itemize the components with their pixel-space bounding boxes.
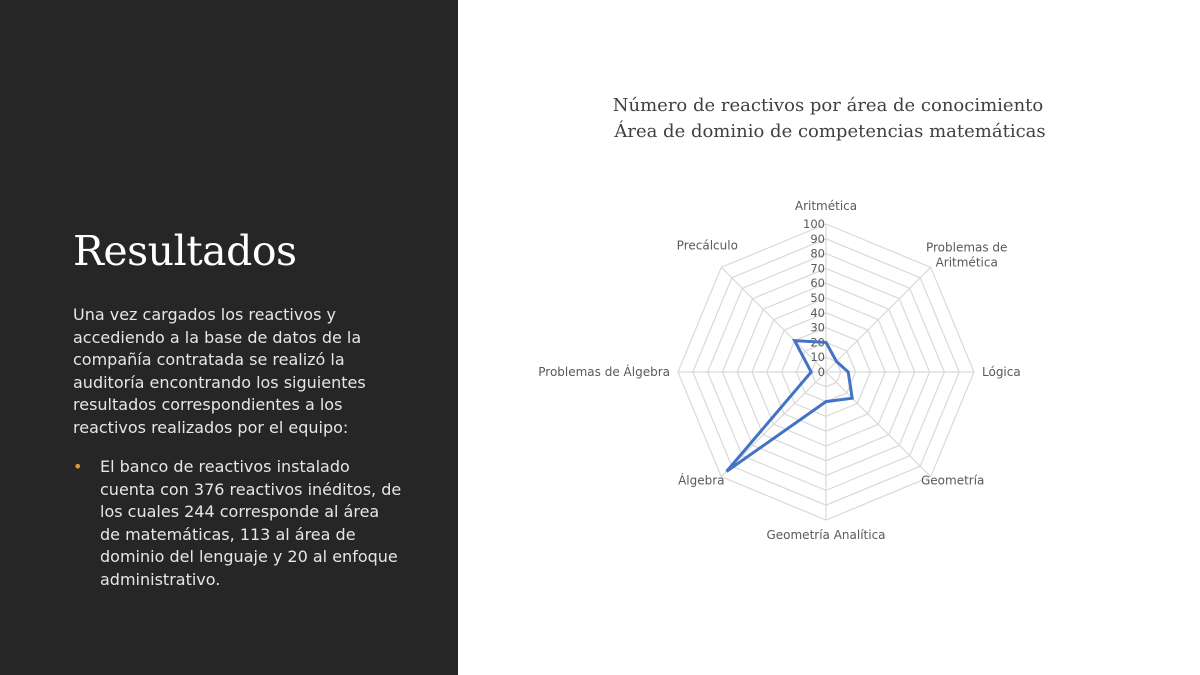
radar-tick-labels	[803, 217, 825, 379]
tick-label: 90	[810, 231, 825, 246]
tick-label: 10	[810, 350, 825, 365]
category-label: Problemas de Aritmética	[925, 240, 1008, 270]
bullet-dot-icon: •	[73, 457, 83, 476]
left-text-panel	[0, 0, 458, 675]
tick-label: 30	[810, 320, 825, 335]
tick-label: 0	[817, 365, 825, 379]
category-label: Aritmética	[794, 199, 858, 213]
tick-label: 80	[810, 246, 825, 261]
tick-label: 20	[810, 335, 825, 350]
bullet-item	[73, 456, 403, 592]
chart-title: Número de reactivos por área de conocimiento	[612, 95, 1044, 116]
intro-paragraph: Una vez cargados los reactivos y accediendo a la base de datos de la compañía contratada se realizó la auditoría encontrando los siguientes resultados correspondientes a los reactivos realizados por el equipo:	[73, 305, 366, 437]
category-label: Problemas de Álgebra	[538, 365, 670, 379]
radar-chart	[458, 0, 1200, 675]
category-label: Precálculo	[676, 238, 738, 253]
slide-title: Resultados	[73, 227, 297, 275]
category-label: Geometría	[920, 473, 985, 488]
bullet-list	[73, 456, 403, 592]
category-label: Lógica	[982, 365, 1021, 379]
tick-label: 50	[810, 291, 825, 305]
radar-category-labels	[538, 199, 1020, 542]
category-label: Álgebra	[678, 473, 725, 488]
bullet-text: El banco de reactivos instalado cuenta con 376 reactivos inéditos, de los cuales 244 corresponde al área de matemáticas, 113 al área de dominio del lenguaje y 20 al enfoque administrativo.	[100, 457, 402, 589]
tick-label: 60	[810, 276, 825, 291]
tick-label: 40	[810, 305, 825, 320]
chart-subtitle: Área de dominio de competencias matemáticas	[614, 121, 1046, 142]
tick-label: 100	[803, 217, 825, 231]
tick-label: 70	[810, 261, 825, 276]
category-label: Geometría Analítica	[766, 528, 886, 542]
